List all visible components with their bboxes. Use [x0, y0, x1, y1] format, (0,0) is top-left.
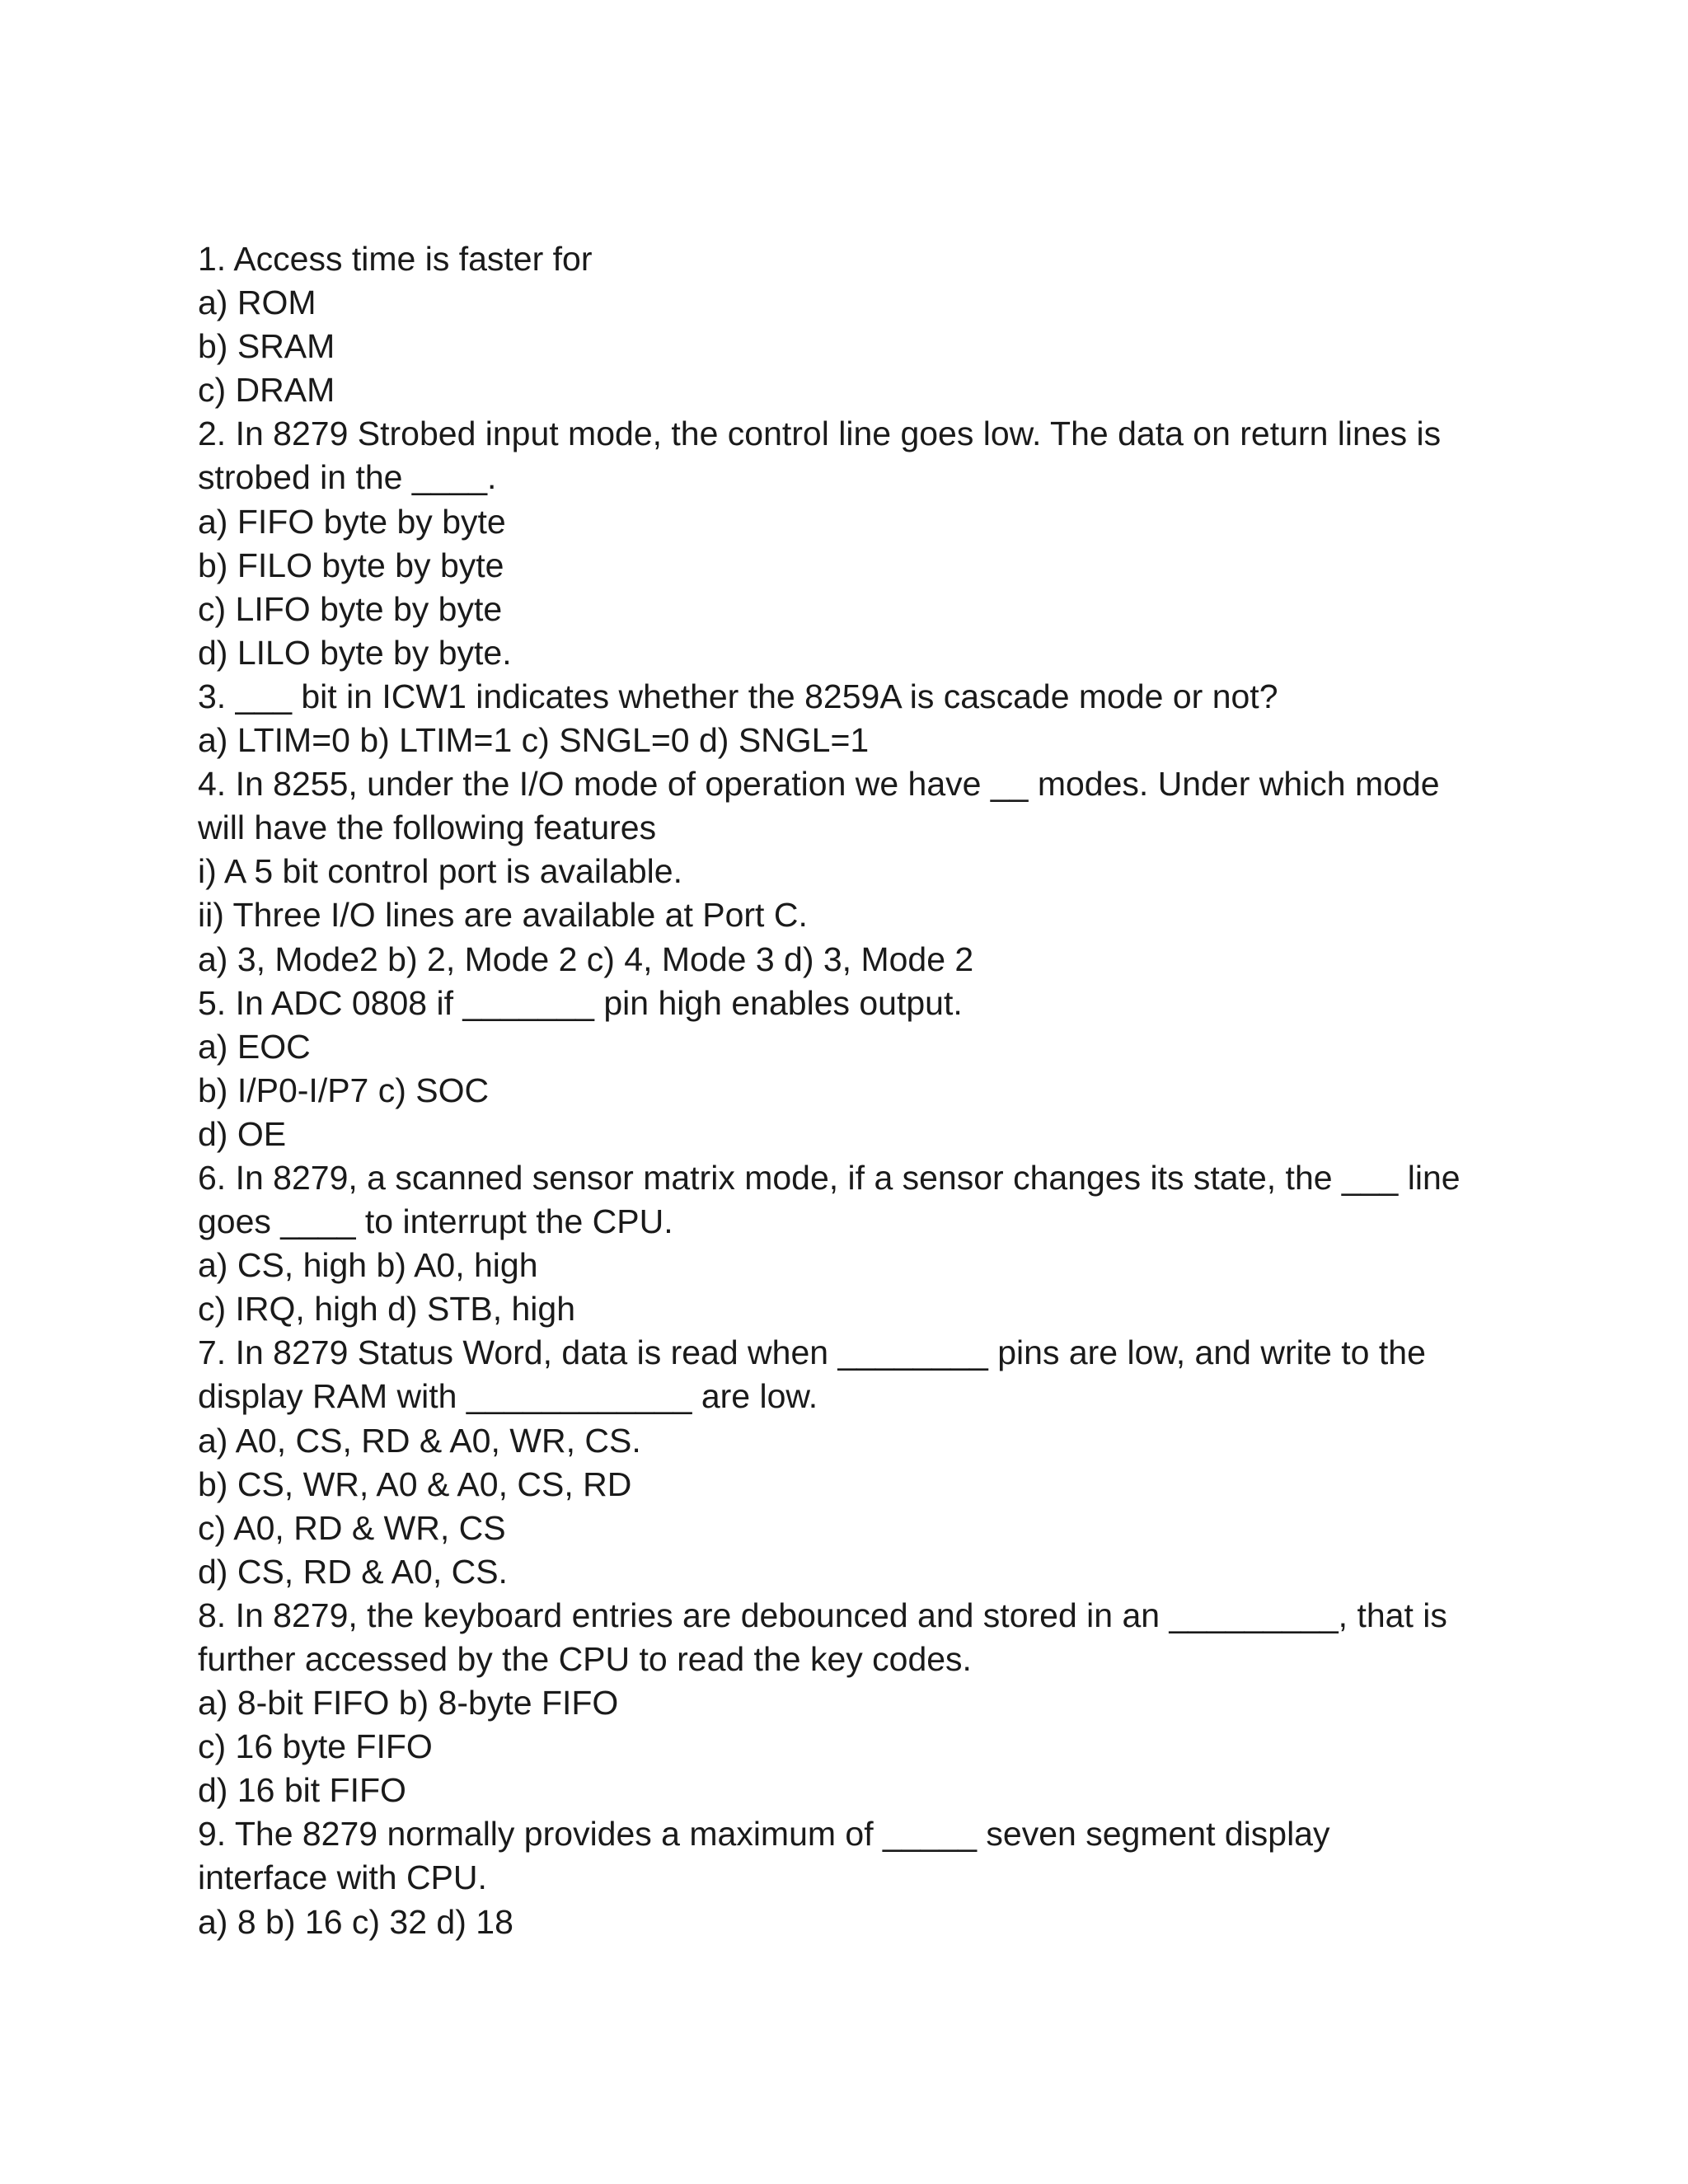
question-text-block	[198, 237, 1500, 1944]
text-line: goes ____ to interrupt the CPU.	[198, 1202, 673, 1241]
text-line: a) CS, high b) A0, high	[198, 1246, 538, 1285]
text-line: 3. ___ bit in ICW1 indicates whether the 8259A is cascade mode or not?	[198, 677, 1278, 715]
text-line: 5. In ADC 0808 if _______ pin high enables output.	[198, 983, 963, 1022]
text-line: 8. In 8279, the keyboard entries are debounced and stored in an _________, that is	[198, 1596, 1447, 1634]
text-line: d) OE	[198, 1114, 287, 1153]
text-line: c) IRQ, high d) STB, high	[198, 1290, 576, 1329]
text-line: a) LTIM=0 b) LTIM=1 c) SNGL=0 d) SNGL=1	[198, 721, 870, 760]
text-line: 1. Access time is faster for	[198, 240, 593, 278]
text-line: d) CS, RD & A0, CS.	[198, 1552, 508, 1591]
text-line: further accessed by the CPU to read the key codes.	[198, 1640, 972, 1678]
text-line: 6. In 8279, a scanned sensor matrix mode, if a sensor changes its state, the ___ line	[198, 1158, 1461, 1197]
text-line: b) I/P0-I/P7 c) SOC	[198, 1071, 490, 1109]
text-line: interface with CPU.	[198, 1858, 487, 1897]
text-line: a) 8 b) 16 c) 32 d) 18	[198, 1902, 513, 1941]
text-line: a) ROM	[198, 284, 316, 322]
text-line: a) 3, Mode2 b) 2, Mode 2 c) 4, Mode 3 d) 3, Mode 2	[198, 940, 974, 978]
text-line: will have the following features	[198, 808, 657, 847]
text-line: 4. In 8255, under the I/O mode of operation we have __ modes. Under which mode	[198, 765, 1440, 804]
text-line: b) FILO byte by byte	[198, 546, 504, 584]
text-line: c) LIFO byte by byte	[198, 589, 503, 628]
text-line: display RAM with ____________ are low.	[198, 1377, 818, 1416]
text-line: c) DRAM	[198, 371, 335, 410]
text-line: c) A0, RD & WR, CS	[198, 1508, 506, 1547]
text-line: i) A 5 bit control port is available.	[198, 852, 682, 891]
text-line: a) FIFO byte by byte	[198, 502, 506, 541]
text-line: d) LILO byte by byte.	[198, 633, 512, 672]
text-line: b) SRAM	[198, 327, 335, 366]
text-line: 7. In 8279 Status Word, data is read when ________ pins are low, and write to the	[198, 1333, 1426, 1372]
text-line: 9. The 8279 normally provides a maximum of _____ seven segment display	[198, 1815, 1330, 1854]
text-line: ii) Three I/O lines are available at Port C.	[198, 896, 808, 935]
text-line: strobed in the ____.	[198, 458, 497, 497]
text-line: a) A0, CS, RD & A0, WR, CS.	[198, 1421, 641, 1460]
text-line: b) CS, WR, A0 & A0, CS, RD	[198, 1465, 632, 1503]
text-line: a) EOC	[198, 1027, 311, 1066]
text-line: 2. In 8279 Strobed input mode, the control line goes low. The data on return lines is	[198, 415, 1442, 453]
text-line: d) 16 bit FIFO	[198, 1771, 406, 1810]
text-line: c) 16 byte FIFO	[198, 1727, 433, 1766]
text-line: a) 8-bit FIFO b) 8-byte FIFO	[198, 1684, 619, 1722]
